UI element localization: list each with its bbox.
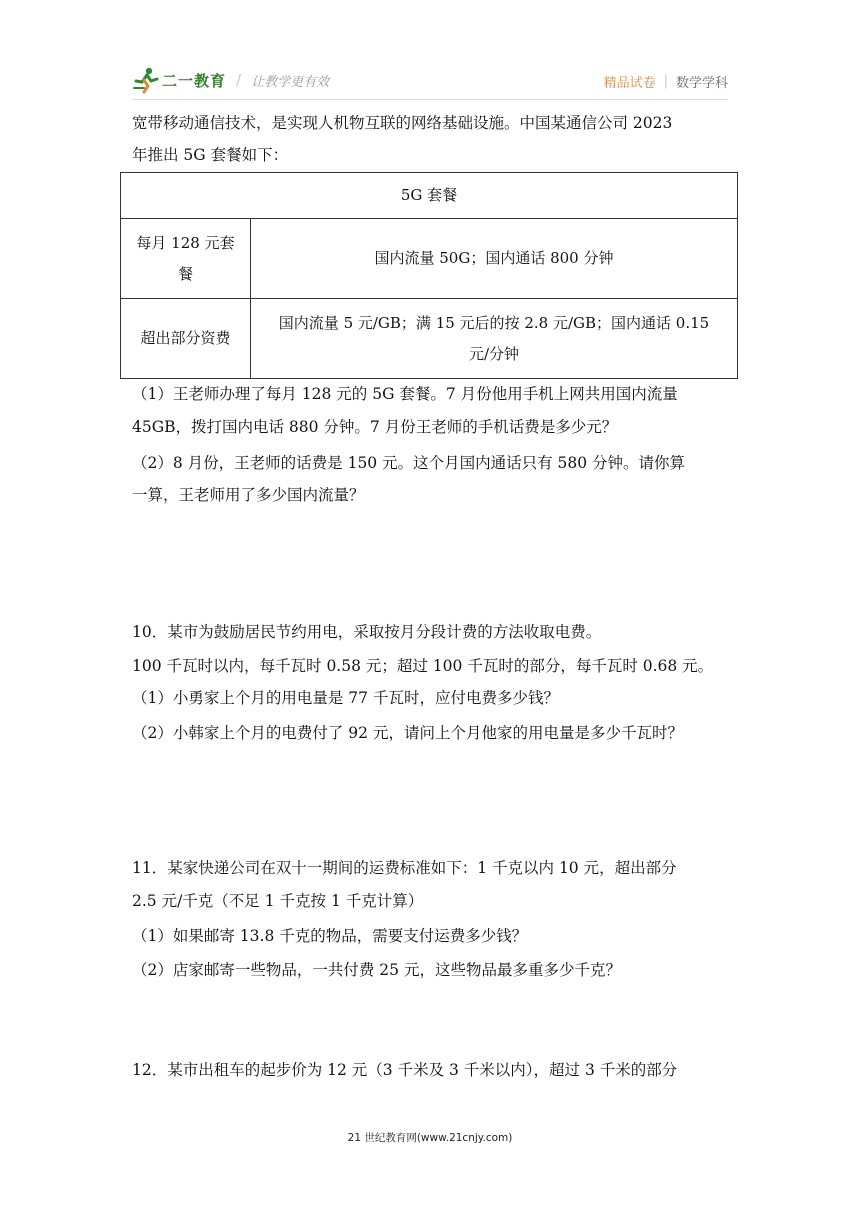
plan-table bbox=[120, 172, 738, 379]
plan-row1-value: 国内流量 50G；国内通话 800 分钟 bbox=[251, 219, 738, 299]
intro-line-1: 宽带移动通信技术，是实现人机物互联的网络基础设施。中国某通信公司 2023 bbox=[132, 114, 673, 132]
q11-line-4: （2）店家邮寄一些物品，一共付费 25 元，这些物品最多重多少千克？ bbox=[132, 961, 621, 979]
q11-line-3: （1）如果邮寄 13.8 千克的物品，需要支付运费多少钱？ bbox=[132, 927, 528, 945]
runner-logo-icon bbox=[132, 66, 160, 94]
brand-logo bbox=[132, 66, 329, 94]
plan-row2-value bbox=[251, 299, 738, 379]
plan-row1-label-line-2: 餐 bbox=[177, 264, 193, 283]
q12-line-1: 12．某市出租车的起步价为 12 元（3 千米及 3 千米以内），超过 3 千米的部分 bbox=[132, 1061, 678, 1079]
plan-row1-label-line-1: 每月 128 元套 bbox=[136, 233, 235, 252]
plan-table-title: 5G 套餐 bbox=[121, 173, 738, 219]
quality-tag: 精品试卷 bbox=[603, 76, 656, 91]
subject-tag: 数学学科 bbox=[675, 76, 728, 91]
header-divider: | bbox=[663, 74, 668, 89]
header-tags bbox=[604, 72, 728, 91]
q10-line-2: 100 千瓦时以内，每千瓦时 0.58 元；超过 100 千瓦时的部分，每千瓦时 0.68 元。 bbox=[132, 657, 714, 675]
brand-slogan: 让教学更有效 bbox=[251, 74, 330, 90]
plan-row2-label: 超出部分资费 bbox=[121, 299, 251, 379]
q11-line-1: 11．某家快递公司在双十一期间的运费标准如下：1 千克以内 10 元，超出部分 bbox=[132, 859, 677, 877]
intro-line-2: 年推出 5G 套餐如下： bbox=[132, 146, 289, 164]
plan-row2-value-line-2: 元/分钟 bbox=[468, 344, 520, 363]
q10-line-3: （1）小勇家上个月的用电量是 77 千瓦时，应付电费多少钱？ bbox=[132, 689, 559, 707]
page-footer: 21 世纪教育网(www.21cnjy.com) bbox=[347, 1132, 513, 1144]
header-rule bbox=[132, 99, 728, 100]
q11-line-2: 2.5 元/千克（不足 1 千克按 1 千克计算） bbox=[132, 892, 424, 910]
q9-part2-line-1: （2）8 月份，王老师的话费是 150 元。这个月国内通话只有 580 分钟。请你算 bbox=[132, 454, 686, 472]
brand-name: 二一教育 bbox=[162, 71, 227, 90]
q10-line-4: （2）小韩家上个月的电费付了 92 元，请问上个月他家的用电量是多少千瓦时？ bbox=[132, 724, 683, 742]
header-slash: / bbox=[236, 71, 242, 89]
q10-line-1: 10．某市为鼓励居民节约用电，采取按月分段计费的方法收取电费。 bbox=[132, 623, 602, 641]
q9-part2-line-2: 一算，王老师用了多少国内流量？ bbox=[132, 486, 365, 504]
q9-part1-line-2: 45GB，拨打国内电话 880 分钟。7 月份王老师的手机话费是多少元？ bbox=[132, 418, 618, 436]
page-header bbox=[132, 62, 728, 98]
plan-row1-label bbox=[121, 219, 251, 299]
q9-part1-line-1: （1）王老师办理了每月 128 元的 5G 套餐。7 月份他用手机上网共用国内流量 bbox=[132, 385, 678, 403]
plan-row2-value-line-1: 国内流量 5 元/GB；满 15 元后的按 2.8 元/GB；国内通话 0.15 bbox=[278, 313, 710, 332]
